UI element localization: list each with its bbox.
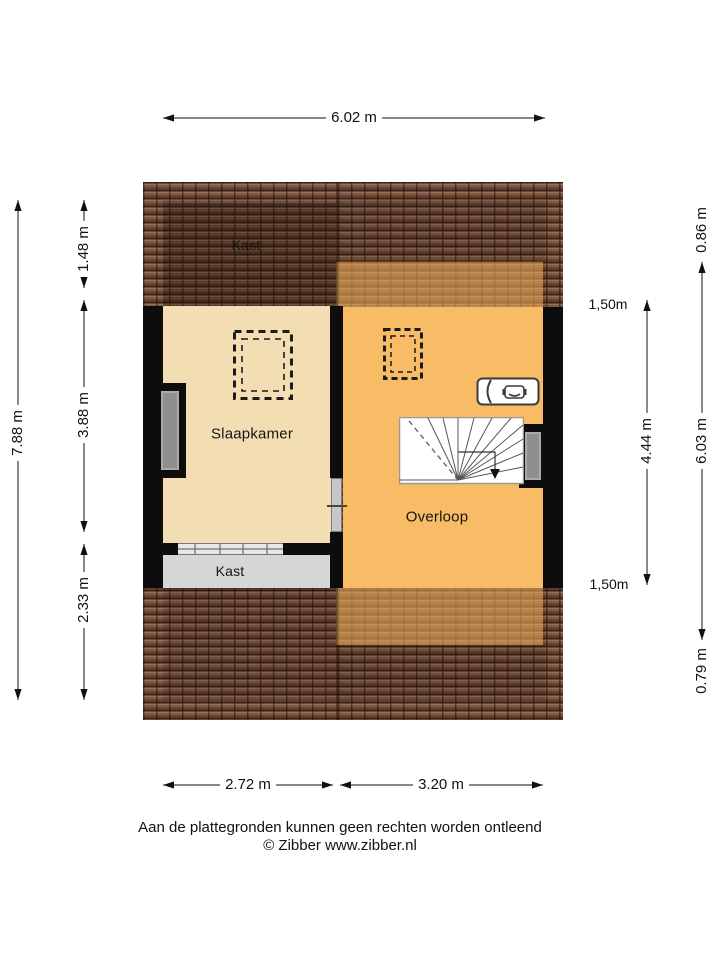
label-bedroom: Slaapkamer	[210, 425, 294, 443]
label-closet-top: Kast	[231, 237, 261, 253]
dim-left-middle: 3.88 m	[75, 387, 93, 443]
label-landing: Overloop	[405, 508, 469, 526]
label-closet-bottom: Kast	[215, 563, 245, 579]
dim-right-inner: 4.44 m	[638, 413, 656, 469]
footer-copyright: © Zibber www.zibber.nl	[263, 837, 417, 854]
height-marker-bottom: 1,50m	[589, 576, 629, 592]
dim-left-top: 1.48 m	[75, 221, 93, 277]
dim-height-total: 7.88 m	[9, 405, 27, 461]
dim-right-total: 6.03 m	[693, 413, 711, 469]
dim-left-bottom: 2.33 m	[75, 572, 93, 628]
dim-right-bottom: 0.79 m	[693, 643, 711, 699]
dim-right-top: 0.86 m	[693, 202, 711, 258]
dim-width-right: 3.20 m	[413, 776, 469, 794]
dim-width-left: 2.72 m	[220, 776, 276, 794]
height-marker-top: 1,50m	[588, 296, 628, 312]
dim-width-total: 6.02 m	[326, 109, 382, 127]
footer-disclaimer: Aan de plattegronden kunnen geen rechten worden ontleend	[138, 819, 542, 836]
